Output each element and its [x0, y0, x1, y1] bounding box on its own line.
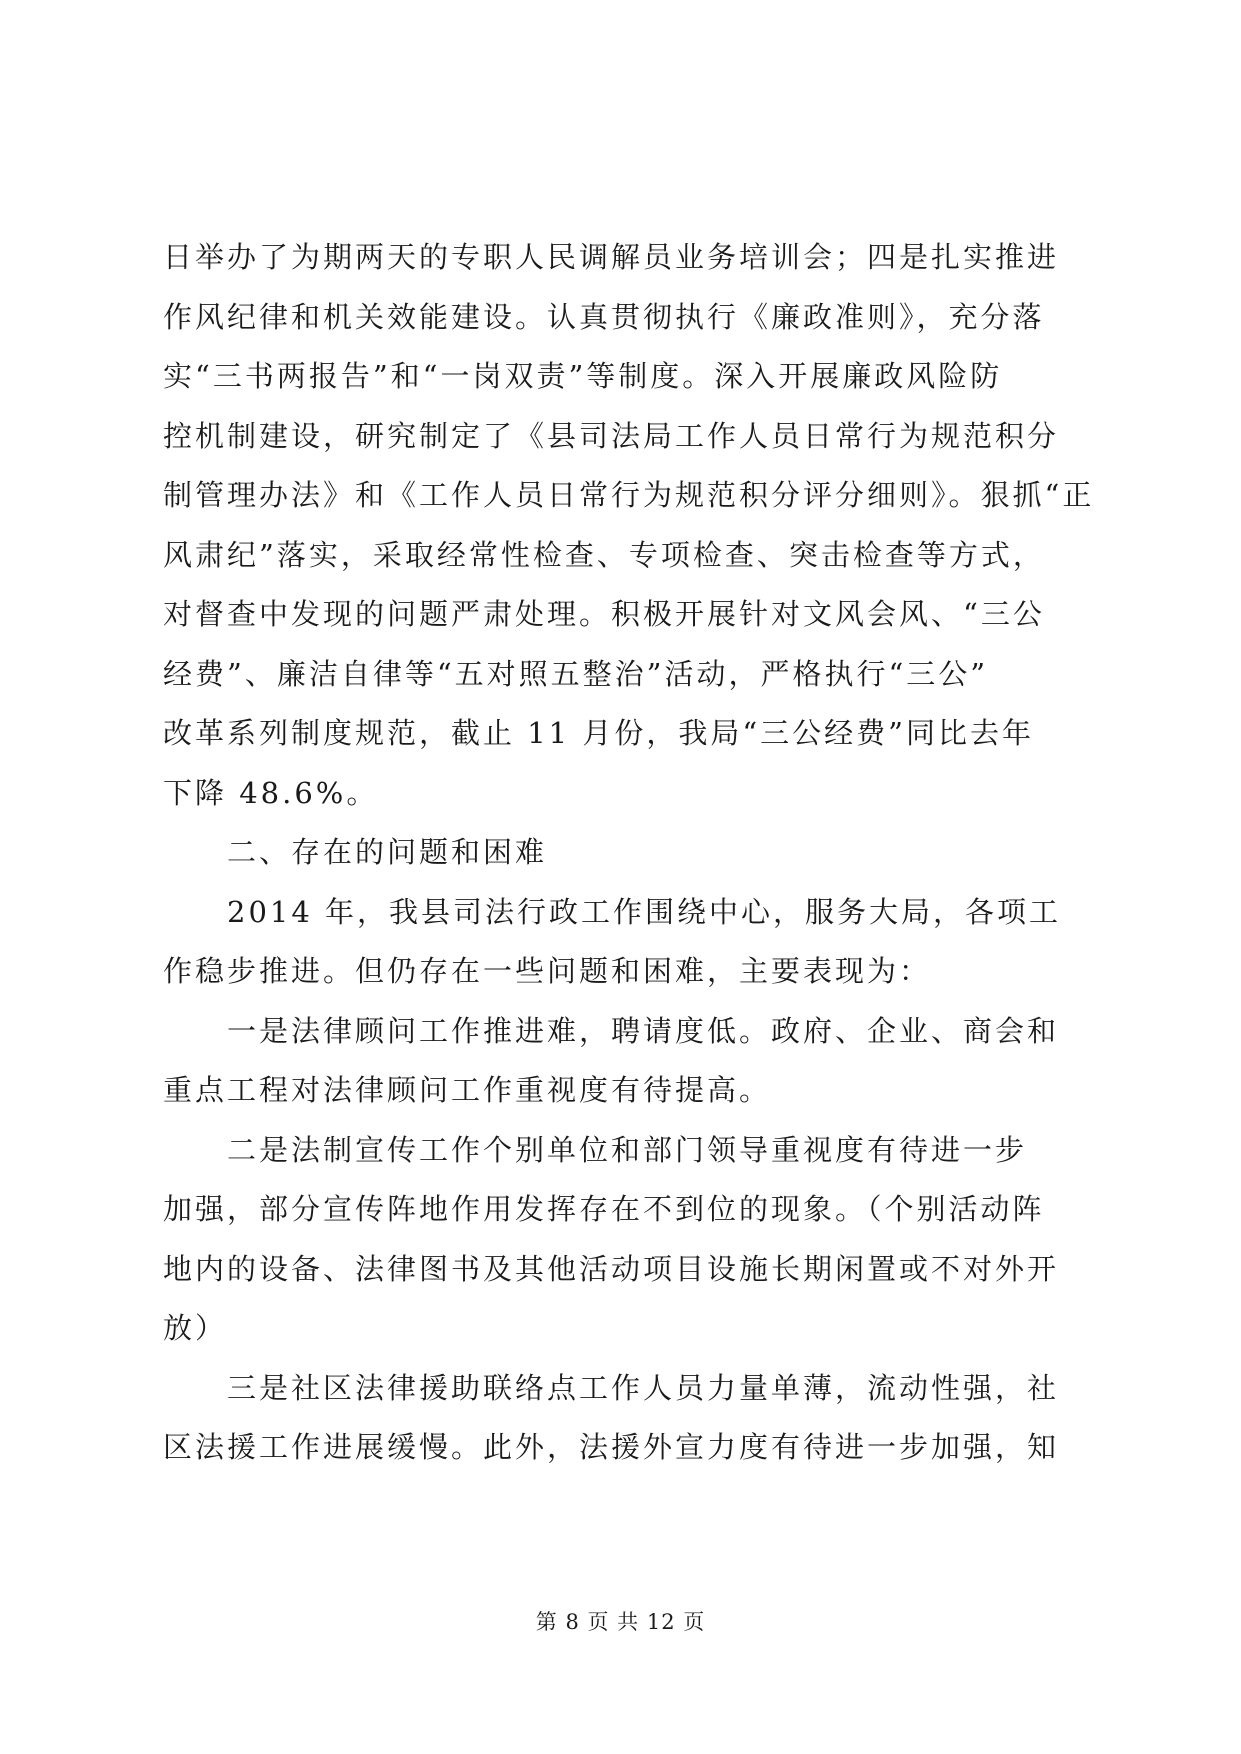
document-body: [163, 228, 1095, 1478]
text-line: 三是社区法律援助联络点工作人员力量单薄，流动性强，社: [227, 1370, 1060, 1405]
text-line: 日举办了为期两天的专职人民调解员业务培训会；四是扎实推进: [163, 240, 1060, 274]
text-line: 一是法律顾问工作推进难，聘请度低。政府、企业、商会和: [227, 1013, 1060, 1048]
text-line: 作风纪律和机关效能建设。认真贯彻执行《廉政准则》，充分落: [163, 299, 1045, 334]
text-line: 二是法制宣传工作个别单位和部门领导重视度有待进一步: [227, 1132, 1028, 1167]
text-line: 重点工程对法律顾问工作重视度有待提高。: [163, 1073, 772, 1107]
text-line: 加强，部分宣传阵地作用发挥存在不到位的现象。（个别活动阵: [163, 1192, 1045, 1226]
text-line: 下降 48.6%。: [163, 775, 379, 810]
text-line: 地内的设备、法律图书及其他活动项目设施长期闲置或不对外开: [163, 1251, 1060, 1286]
text-line: 制管理办法》和《工作人员日常行为规范积分评分细则》。狠抓“正: [163, 478, 1095, 512]
text-line: 经费”、廉洁自律等“五对照五整治”活动，严格执行“三公”: [163, 656, 989, 691]
page-number-footer: 第 8 页 共 12 页: [535, 1610, 706, 1634]
text-line: 放）: [163, 1311, 228, 1345]
text-line: 区法援工作进展缓慢。此外，法援外宣力度有待进一步加强，知: [163, 1430, 1060, 1464]
text-line: 作稳步推进。但仍存在一些问题和困难，主要表现为：: [163, 954, 932, 988]
text-line: 风肃纪”落实，采取经常性检查、专项检查、突击检查等方式，: [163, 537, 1045, 572]
text-line: 对督查中发现的问题严肃处理。积极开展针对文风会风、“三公: [163, 597, 1045, 631]
text-line: 控机制建设，研究制定了《县司法局工作人员日常行为规范积分: [163, 418, 1060, 453]
text-line: 2014 年，我县司法行政工作围绕中心，服务大局，各项工: [227, 894, 1062, 929]
text-line: 实“三书两报告”和“一岗双责”等制度。深入开展廉政风险防: [163, 359, 1003, 393]
text-line: 改革系列制度规范，截止 11 月份，我局“三公经费”同比去年: [163, 716, 1034, 750]
section-heading: 二、存在的问题和困难: [227, 835, 548, 869]
